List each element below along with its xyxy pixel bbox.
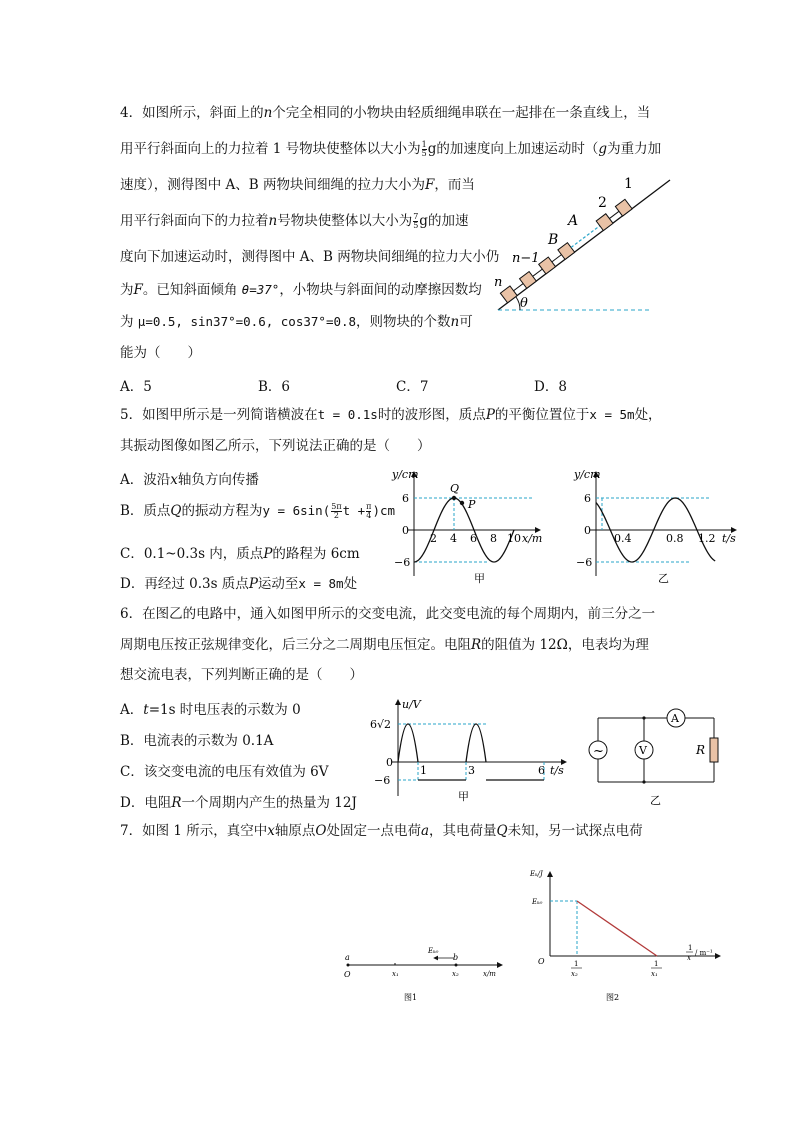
option-label: C．7 (396, 379, 429, 395)
tick-den: x₂ (571, 970, 578, 978)
y-label: y/cm (392, 468, 419, 481)
fraction-7-5 (413, 213, 418, 230)
q7-text: ，其电荷量 (429, 823, 497, 839)
option-text: 的振动方程为 (181, 503, 263, 519)
ammeter-label: A (671, 712, 679, 725)
q4-line-4 (120, 212, 468, 230)
q7-text: 7．如图 1 所示，真空中 (120, 823, 268, 839)
option-text: 运动至 (257, 576, 299, 592)
q6-option-d[interactable] (120, 791, 357, 811)
x-label: t/s (722, 532, 736, 545)
tick-neg6: −6 (394, 556, 411, 569)
label-theta: θ (520, 296, 528, 311)
tick-neg6: −6 (576, 556, 593, 569)
q7-line-1 (120, 822, 643, 840)
tick-1: 1 (420, 764, 427, 777)
rope (514, 284, 524, 291)
tick-6root2: 6√2 (370, 718, 392, 731)
tick-8: 8 (490, 532, 497, 545)
x-value: x = 8m (298, 576, 344, 591)
q4-option-d[interactable] (534, 375, 567, 395)
origin: 0 (386, 756, 393, 769)
xlabel-unit: / m⁻¹ (695, 949, 713, 957)
frac-den: 5 (421, 149, 427, 158)
charge-b (455, 964, 458, 967)
incline-line (498, 180, 670, 310)
option-text: 处 (343, 576, 358, 592)
rope (552, 255, 562, 262)
label-B: B (548, 232, 559, 248)
q4-text: 为 (120, 314, 134, 330)
var-R: R (171, 795, 182, 811)
option-text: B．质点 (120, 503, 171, 519)
q5-option-a[interactable] (120, 468, 259, 488)
point-Q (452, 496, 456, 500)
q6-option-b[interactable] (120, 729, 273, 749)
frac-num: π (366, 502, 372, 511)
q5-text: 时的波形图，质点 (377, 407, 486, 423)
var-a: a (420, 823, 430, 839)
block-n (500, 286, 517, 303)
q4-text: 可 (459, 314, 473, 330)
fraction-1-5 (422, 141, 427, 158)
fraction-pi-4 (366, 503, 371, 520)
tick-num: 1 (654, 960, 659, 968)
var-g: g (598, 141, 608, 157)
block-2 (596, 214, 613, 231)
t-value: t = 0.1s (317, 407, 378, 422)
frac-den: 5 (413, 221, 419, 230)
voltage-graph-jia (366, 696, 576, 808)
circuit-yi (586, 708, 726, 812)
q4-text: 号物块使整体以大小为 (277, 213, 413, 229)
q4-text: 能为（ ） (120, 345, 201, 361)
q4-option-c[interactable] (396, 375, 428, 395)
q4-text: 为重力加 (607, 141, 662, 157)
q4-text: 速度），测得图中 A、B 两物块间细绳的拉力大小为 (120, 177, 426, 193)
q6-text: 的阻值为 12Ω，电表均为理 (481, 637, 649, 653)
option-text: B．电流表的示数为 0.1A (120, 733, 274, 749)
label-Ek0: Eₖ₀ (532, 898, 543, 906)
q5-option-b[interactable] (120, 500, 395, 522)
q6-text: 6．在图乙的电路中，通入如图甲所示的交变电流，此交变电流的每个周期内，前三分之一 (120, 606, 656, 622)
label-1: 1 (624, 176, 633, 192)
block-b (539, 257, 556, 274)
q5-line-1 (120, 406, 662, 424)
q4-text: g的加速 (419, 213, 469, 229)
q4-line-6 (120, 281, 482, 299)
q4-text: 用平行斜面向上的力拉着 1 号物块使整体以大小为 (120, 141, 421, 157)
origin: 0 (584, 524, 591, 537)
tick-2: 2 (430, 532, 437, 545)
q4-text: ，小物块与斜面间的动摩擦因数均 (279, 282, 482, 298)
label-2: 2 (598, 195, 607, 211)
option-text: C．该交变电流的电压有效值为 6V (120, 764, 329, 780)
option-text: A．波沿 (120, 472, 171, 488)
tick-0-4: 0.4 (614, 532, 632, 545)
q4-text: ，而当 (434, 177, 475, 193)
var-F: F (425, 177, 435, 193)
x-label: t/s (550, 764, 564, 777)
tick-den: x₁ (651, 970, 658, 978)
xlabel-num: 1 (688, 944, 693, 952)
mu-values: μ=0.5, sin37°=0.6, cos37°=0.8 (137, 314, 357, 329)
q6-text: 周期电压按正弦规律变化，后三分之二周期电压恒定。电阻 (120, 637, 471, 653)
option-text: C．0.1~0.3s 内，质点 (120, 546, 264, 562)
q6-line-1 (120, 605, 655, 623)
y-label: u/V (402, 698, 421, 711)
fraction-5pi-2 (331, 503, 341, 520)
sine-half-1 (398, 724, 418, 762)
var-P: P (263, 546, 273, 562)
theta-eq: θ=37° (241, 282, 280, 297)
q7-text: 未知，另一试探点电荷 (507, 823, 643, 839)
option-text: =1s 时电压表的示数为 0 (148, 702, 301, 718)
rope (609, 211, 619, 218)
option-text: 轴负方向传播 (177, 472, 259, 488)
q6-line-2 (120, 636, 649, 654)
label-b: b (453, 953, 459, 962)
y-label: Eₖ/J (530, 870, 543, 878)
label-Ek0: Eₖ₀ (428, 947, 439, 955)
tick-num: 1 (574, 960, 579, 968)
label-x1: x₁ (392, 970, 399, 978)
tick-0-8: 0.8 (666, 532, 684, 545)
x-value: x = 5m (589, 407, 635, 422)
q5-text: 其振动图像如图乙所示，下列说法正确的是（ ） (120, 438, 431, 454)
tick-10: 10 (507, 532, 521, 545)
q7-text: 处固定一点电荷 (326, 823, 421, 839)
q4-option-a[interactable] (120, 375, 152, 395)
q4-text: 度向下加速运动时，测得图中 A、B 两物块间细绳的拉力大小仍 (120, 249, 500, 265)
tick-6: 6 (402, 492, 409, 505)
tick-6: 6 (538, 764, 545, 777)
ac-symbol: ~ (593, 744, 604, 759)
charge-a (347, 964, 350, 967)
q4-line-8 (120, 344, 201, 362)
rope (533, 269, 543, 276)
q6-option-c[interactable] (120, 760, 328, 780)
caption-jia: 甲 (458, 790, 469, 803)
resistor (710, 738, 718, 762)
tick-3: 3 (468, 764, 475, 777)
frac-den: 4 (366, 511, 372, 520)
option-label: D．8 (534, 379, 567, 395)
x-label: x/m (483, 970, 496, 978)
var-Q: Q (496, 823, 508, 839)
wave-graph-jia (388, 466, 548, 588)
equation-part: t + (342, 503, 366, 518)
point-P (460, 501, 464, 505)
x-label: x/m (522, 532, 543, 545)
option-label: B．6 (258, 379, 291, 395)
caption-jia: 甲 (474, 572, 485, 585)
label-a: a (345, 953, 350, 962)
junction (642, 716, 645, 719)
frac-num: 5π (331, 502, 342, 511)
option-text: 的路程为 6cm (272, 546, 360, 562)
var-P: P (248, 576, 258, 592)
caption-fig2: 图2 (606, 993, 620, 1002)
q6-option-a[interactable] (120, 698, 301, 718)
tick-1-2: 1.2 (698, 532, 716, 545)
option-text: 一个周期内产生的热量为 12J (181, 795, 357, 811)
var-F: F (133, 282, 143, 298)
figure-1-axis (340, 940, 510, 1006)
q4-text: ，则物块的个数 (356, 314, 451, 330)
option-text: D．再经过 0.3s 质点 (120, 576, 249, 592)
frac-num: 7 (413, 212, 419, 221)
q4-text: g的加速度向上加速运动时（ (427, 141, 599, 157)
label-n: n (494, 275, 503, 290)
tick-6x: 6 (470, 532, 477, 545)
block-a (558, 243, 575, 260)
q4-line-5 (120, 248, 499, 266)
var-n: n (268, 213, 278, 229)
var-R: R (471, 637, 482, 653)
vibration-graph-yi (570, 466, 740, 588)
label-P: P (468, 498, 476, 511)
q4-line-1 (120, 104, 650, 122)
block-1 (615, 199, 632, 216)
equation-part: y = 6sin( (262, 503, 331, 518)
q4-text: 用平行斜面向下的力拉着 (120, 213, 269, 229)
option-label: A．5 (120, 379, 152, 395)
sine-half-2 (466, 724, 486, 762)
voltmeter-label: V (639, 744, 647, 757)
q4-line-3 (120, 176, 475, 194)
block-n-minus-1 (520, 272, 537, 289)
var-n: n (263, 105, 273, 121)
var-P: P (485, 407, 495, 423)
q7-text: 轴原点 (274, 823, 316, 839)
q4-text: 4．如图所示，斜面上的 (120, 105, 264, 121)
q4-text: 。已知斜面倾角 (142, 282, 238, 298)
label-Q: Q (450, 482, 460, 495)
caption-yi: 乙 (650, 794, 661, 807)
var-x: x (170, 472, 178, 488)
label-x2: x₂ (452, 970, 459, 978)
q5-text: 5．如图甲所示是一列简谐横波在 (120, 407, 318, 423)
q6-text: 想交流电表，下列判断正确的是（ ） (120, 667, 363, 683)
frac-num: 1 (421, 140, 427, 149)
equation-part: )cm (372, 503, 396, 518)
origin: 0 (402, 524, 409, 537)
tick-4: 4 (450, 532, 457, 545)
q4-text: 个完全相同的小物块由轻质细绳串联在一起排在一条直线上，当 (272, 105, 651, 121)
var-t: t (143, 702, 149, 718)
var-n: n (450, 314, 460, 330)
q4-line-2 (120, 140, 661, 158)
var-Q: Q (170, 503, 182, 519)
y-label: y/cm (574, 468, 601, 481)
q4-line-7 (120, 313, 473, 331)
resistor-label: R (696, 743, 706, 757)
q4-text: 为 (120, 282, 134, 298)
var-x: x (267, 823, 275, 839)
option-text: D．电阻 (120, 795, 172, 811)
caption-fig1: 图1 (404, 993, 418, 1002)
incline-figure (490, 170, 680, 320)
tick-6: 6 (584, 492, 591, 505)
q5-option-d[interactable] (120, 572, 357, 592)
figure-2-graph (530, 866, 730, 1006)
q5-text: 处， (634, 407, 662, 423)
tick-neg6: −6 (374, 774, 391, 787)
frac-den: 2 (333, 511, 339, 520)
q5-option-c[interactable] (120, 542, 360, 562)
q5-line-2 (120, 437, 431, 455)
label-A: A (568, 213, 579, 229)
label-n-minus-1: n−1 (512, 251, 540, 266)
xlabel-den: x (687, 954, 691, 962)
q6-line-3 (120, 666, 363, 684)
ek-line (577, 901, 657, 956)
label-O: O (538, 957, 545, 966)
caption-yi: 乙 (658, 572, 669, 585)
var-O: O (315, 823, 327, 839)
q4-option-b[interactable] (258, 375, 290, 395)
junction (642, 780, 645, 783)
label-O: O (344, 970, 351, 979)
option-text: A． (120, 702, 144, 718)
q5-text: 的平衡位置位于 (494, 407, 590, 423)
